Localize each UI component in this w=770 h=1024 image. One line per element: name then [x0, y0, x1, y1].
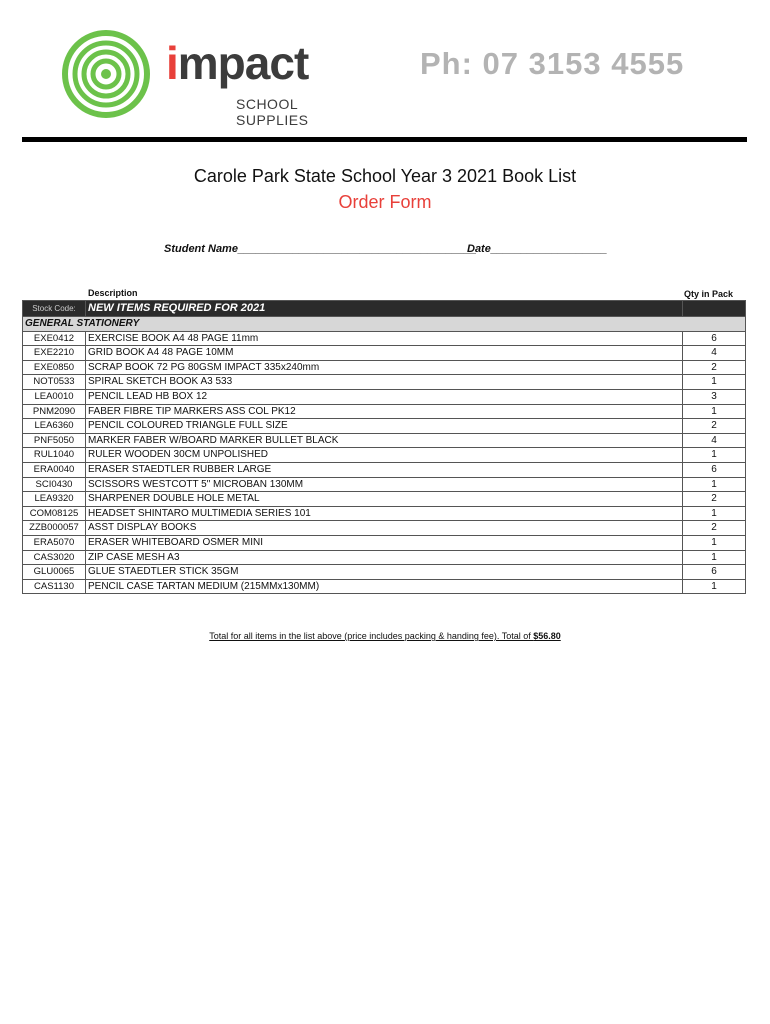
qty-cell: 2 [683, 419, 746, 434]
impact-logo [60, 30, 360, 128]
target-logo-icon [60, 30, 160, 120]
date-field: Date___________________ [467, 243, 608, 255]
section-header-row [23, 301, 746, 317]
table-row [23, 462, 746, 477]
stock-code-cell: GLU0065 [23, 565, 86, 580]
stock-code-cell: NOT0533 [23, 375, 86, 390]
stock-code-cell: RUL1040 [23, 448, 86, 463]
stock-code-cell: LEA6360 [23, 419, 86, 434]
table-row [23, 550, 746, 565]
qty-cell: 1 [683, 404, 746, 419]
stock-code-cell: EXE0412 [23, 331, 86, 346]
category-row [23, 317, 746, 332]
table-row [23, 331, 746, 346]
stock-code-cell: ERA0040 [23, 462, 86, 477]
table-row [23, 360, 746, 375]
qty-cell: 2 [683, 492, 746, 507]
description-cell: MARKER FABER W/BOARD MARKER BULLET BLACK [86, 433, 683, 448]
qty-cell: 1 [683, 550, 746, 565]
qty-cell: 6 [683, 331, 746, 346]
description-cell: ZIP CASE MESH A3 [86, 550, 683, 565]
table-row [23, 448, 746, 463]
table-row [23, 346, 746, 361]
qty-cell: 1 [683, 579, 746, 594]
stock-code-cell: COM08125 [23, 506, 86, 521]
qty-cell: 1 [683, 375, 746, 390]
stock-code-cell: ERA5070 [23, 535, 86, 550]
section-title: NEW ITEMS REQUIRED FOR 2021 [86, 301, 683, 317]
book-list-table [22, 300, 746, 594]
table-row [23, 565, 746, 580]
table-row [23, 477, 746, 492]
description-cell: RULER WOODEN 30CM UNPOLISHED [86, 448, 683, 463]
description-header: Description [88, 288, 138, 298]
description-cell: PENCIL CASE TARTAN MEDIUM (215MMx130MM) [86, 579, 683, 594]
document-title: Carole Park State School Year 3 2021 Book List [193, 166, 577, 186]
total-amount: $56.80 [533, 631, 561, 641]
qty-cell: 2 [683, 360, 746, 375]
description-cell: SCRAP BOOK 72 PG 80GSM IMPACT 335x240mm [86, 360, 683, 375]
table-row [23, 433, 746, 448]
stock-code-cell: ZZB000057 [23, 521, 86, 536]
description-cell: PENCIL COLOURED TRIANGLE FULL SIZE [86, 419, 683, 434]
qty-cell: 1 [683, 477, 746, 492]
section-qty-cell [683, 301, 746, 317]
stock-code-cell: PNM2090 [23, 404, 86, 419]
stock-code-cell: LEA9320 [23, 492, 86, 507]
description-cell: SHARPENER DOUBLE HOLE METAL [86, 492, 683, 507]
description-cell: SPIRAL SKETCH BOOK A3 533 [86, 375, 683, 390]
stock-code-cell: EXE2210 [23, 346, 86, 361]
order-total [0, 631, 770, 641]
brand-tagline: SCHOOL SUPPLIES [236, 96, 309, 128]
stock-code-cell: CAS3020 [23, 550, 86, 565]
qty-cell: 4 [683, 433, 746, 448]
student-name-field: Student Name_______________________________________ [164, 243, 477, 255]
table-row [23, 389, 746, 404]
qty-cell: 3 [683, 389, 746, 404]
qty-cell: 6 [683, 565, 746, 580]
table-row [23, 404, 746, 419]
table-row [23, 375, 746, 390]
table-row [23, 492, 746, 507]
qty-cell: 6 [683, 462, 746, 477]
qty-cell: 1 [683, 535, 746, 550]
description-cell: HEADSET SHINTARO MULTIMEDIA SERIES 101 [86, 506, 683, 521]
table-row [23, 419, 746, 434]
stock-code-label: Stock Code: [23, 301, 86, 317]
stock-code-cell: PNF5050 [23, 433, 86, 448]
description-cell: EXERCISE BOOK A4 48 PAGE 11mm [86, 331, 683, 346]
description-cell: SCISSORS WESTCOTT 5" MICROBAN 130MM [86, 477, 683, 492]
table-row [23, 521, 746, 536]
description-cell: ERASER WHITEBOARD OSMER MINI [86, 535, 683, 550]
qty-cell: 2 [683, 521, 746, 536]
description-cell: GRID BOOK A4 48 PAGE 10MM [86, 346, 683, 361]
description-cell: PENCIL LEAD HB BOX 12 [86, 389, 683, 404]
description-cell: FABER FIBRE TIP MARKERS ASS COL PK12 [86, 404, 683, 419]
description-cell: ASST DISPLAY BOOKS [86, 521, 683, 536]
table-row [23, 579, 746, 594]
document-subtitle: Order Form [338, 192, 432, 212]
description-cell: ERASER STAEDTLER RUBBER LARGE [86, 462, 683, 477]
table-row [23, 535, 746, 550]
stock-code-cell: CAS1130 [23, 579, 86, 594]
qty-header: Qty in Pack [684, 289, 734, 299]
brand-name: impact [166, 37, 309, 89]
qty-cell: 1 [683, 506, 746, 521]
total-text: Total for all items in the list above (price includes packing & handing fee). Total of [209, 631, 534, 641]
description-cell: GLUE STAEDTLER STICK 35GM [86, 565, 683, 580]
stock-code-cell: SCI0430 [23, 477, 86, 492]
qty-cell: 4 [683, 346, 746, 361]
header-divider [22, 137, 747, 142]
category-title: GENERAL STATIONERY [23, 317, 746, 332]
phone-number: Ph: 07 3153 4555 [420, 46, 685, 81]
table-row [23, 506, 746, 521]
stock-code-cell: EXE0850 [23, 360, 86, 375]
stock-code-cell: LEA0010 [23, 389, 86, 404]
qty-cell: 1 [683, 448, 746, 463]
